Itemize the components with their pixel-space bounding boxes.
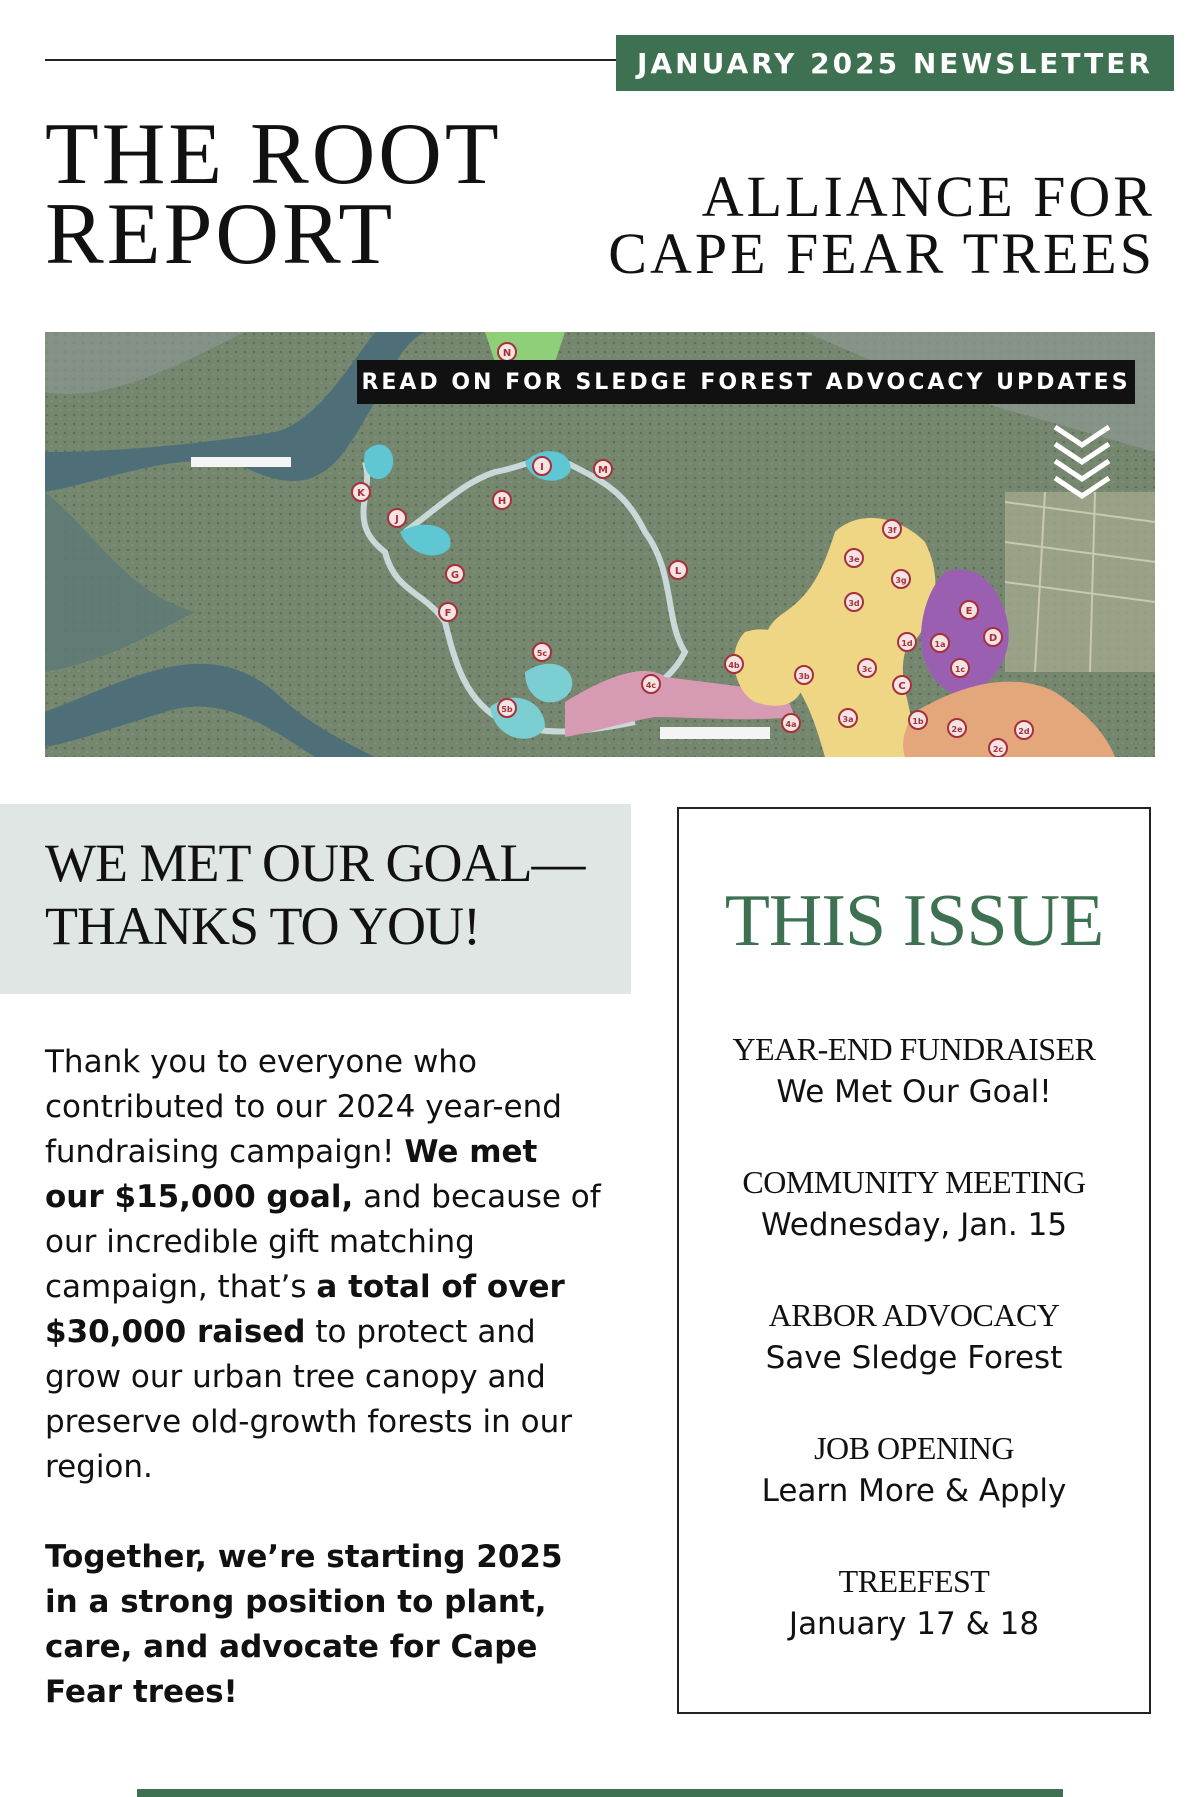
closing-paragraph: Together, we’re starting 2025 in a strong position to plant, care, and advocate for Cape Fear trees! xyxy=(45,1539,563,1710)
map-marker-label: 3c xyxy=(861,665,873,674)
map-marker-label: N xyxy=(502,348,512,359)
issue-item-heading: ARBOR ADVOCACY xyxy=(768,1297,1060,1333)
map-marker-label: 1c xyxy=(954,665,966,674)
map-marker-label: E xyxy=(965,606,973,617)
map-marker-label: 3d xyxy=(848,599,860,608)
map-marker-label: 3a xyxy=(842,715,854,724)
map-marker-label: 4c xyxy=(645,681,657,690)
map-marker-label: 3e xyxy=(848,555,860,564)
map-marker-label: D xyxy=(988,633,998,644)
map-banner: READ ON FOR SLEDGE FOREST ADVOCACY UPDATES xyxy=(357,360,1135,404)
issue-item-subtitle: January 17 & 18 xyxy=(788,1606,1040,1642)
map-marker-label: 3b xyxy=(798,672,810,681)
map-marker-label: 5b xyxy=(501,705,513,714)
map-marker-label: K xyxy=(357,488,365,499)
goal-text-b: We met our $15,000 goal, xyxy=(45,1134,538,1215)
map-marker-label: 1a xyxy=(934,640,946,649)
map-marker-label: I xyxy=(540,462,544,473)
this-issue-box xyxy=(677,807,1151,1714)
map-marker-label: 4b xyxy=(728,661,740,670)
issue-item-job-opening[interactable] xyxy=(679,1428,1149,1561)
map-marker-label: 3g xyxy=(895,576,907,585)
map-marker-label: C xyxy=(898,681,906,692)
issue-item-subtitle: Wednesday, Jan. 15 xyxy=(760,1207,1068,1243)
issue-item-arbor-advocacy[interactable] xyxy=(679,1295,1149,1428)
map-marker-label: F xyxy=(444,608,452,619)
issue-item-community-meeting[interactable] xyxy=(679,1162,1149,1295)
newsletter-date-badge: JANUARY 2025 NEWSLETTER xyxy=(616,35,1174,91)
issue-item-fundraiser[interactable] xyxy=(679,1029,1149,1162)
goal-heading-line1: WE MET OUR GOAL— xyxy=(45,833,585,893)
organization-name-line2: CAPE FEAR TREES xyxy=(608,221,1155,286)
issue-item-subtitle: Learn More & Apply xyxy=(761,1473,1067,1509)
issue-item-heading: YEAR-END FUNDRAISER xyxy=(732,1031,1096,1067)
issue-item-subtitle: We Met Our Goal! xyxy=(776,1074,1052,1110)
map-marker-label: J xyxy=(395,514,399,525)
map-marker-label: L xyxy=(674,566,682,577)
map-marker-label: M xyxy=(598,465,608,476)
this-issue-title: THIS ISSUE xyxy=(724,880,1104,962)
newsletter-title xyxy=(45,106,565,283)
map-marker-label: 1b xyxy=(912,717,924,726)
header-rule xyxy=(45,59,620,61)
issue-list xyxy=(679,1029,1149,1694)
map-marker-label: H xyxy=(497,496,507,507)
goal-heading-line2: THANKS TO YOU! xyxy=(45,896,481,956)
goal-heading xyxy=(45,832,645,958)
map-marker-label: 5c xyxy=(536,649,548,658)
goal-paragraph xyxy=(45,1040,605,1490)
map-marker-label: 1d xyxy=(901,639,913,648)
map-marker-label: 3f xyxy=(887,526,897,535)
goal-text-a: Thank you to everyone who contributed to our 2024 year-end fundraising campaign! xyxy=(45,1044,562,1170)
map-marker-label: 2d xyxy=(1018,727,1030,736)
footer-rule xyxy=(137,1789,1063,1797)
goal-text-e: to protect and grow our urban tree canopy and preserve old-growth forests in our region. xyxy=(45,1314,573,1485)
goal-body xyxy=(45,1040,605,1715)
issue-item-heading: TREEFEST xyxy=(838,1563,990,1599)
issue-item-heading: JOB OPENING xyxy=(814,1430,1014,1466)
map-marker-label: 2e xyxy=(951,725,963,734)
goal-text-d: a total of over $30,000 raised xyxy=(45,1269,565,1350)
map-marker-label: 2c xyxy=(992,745,1004,754)
sledge-forest-map xyxy=(45,332,1155,757)
map-marker-label: 4a xyxy=(785,720,797,729)
issue-item-heading: COMMUNITY MEETING xyxy=(742,1164,1086,1200)
issue-item-treefest[interactable] xyxy=(679,1561,1149,1694)
organization-name xyxy=(595,164,1155,286)
newsletter-title-line2: REPORT xyxy=(45,186,396,283)
issue-item-subtitle: Save Sledge Forest xyxy=(765,1340,1063,1376)
map-marker-label: G xyxy=(450,570,460,581)
newsletter-title-line1: THE ROOT xyxy=(45,106,502,203)
organization-name-line1: ALLIANCE FOR xyxy=(701,164,1155,229)
goal-text-c: and because of our incredible gift matching campaign, that’s xyxy=(45,1179,601,1305)
